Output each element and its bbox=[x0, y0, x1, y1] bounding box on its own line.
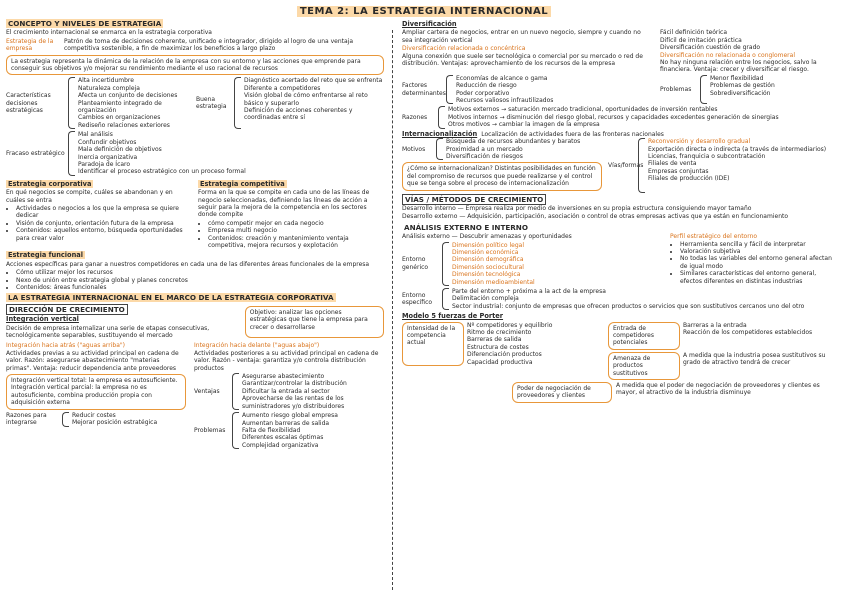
heading-corporativa: Estrategia corporativa bbox=[8, 179, 92, 188]
heading-funcional: Estrategia funcional bbox=[8, 251, 83, 260]
list-item: Problemas de gestión bbox=[710, 82, 775, 90]
total-text: Integración vertical total: la empresa es autosuficiente. Integración vertical parcial: la empresa no es autosuficiente, combina producción propia con adquisición externa bbox=[11, 377, 178, 407]
list-item: Reacción de los competidores establecidos bbox=[683, 329, 813, 337]
list-item: Identificar el proceso estratégico con un proceso formal bbox=[78, 168, 246, 176]
razones-r-list bbox=[448, 106, 779, 128]
corporativa-list bbox=[6, 205, 192, 242]
buena-block bbox=[196, 77, 384, 129]
proveedores-label: Poder de negociación de proveedores y clientes bbox=[512, 382, 612, 403]
list-item: Dimensión sociocultural bbox=[452, 263, 524, 271]
brace-icon bbox=[638, 138, 645, 192]
list-item: Nº competidores y equilibrio bbox=[467, 321, 553, 329]
ventajas-label: Ventajas bbox=[194, 387, 220, 395]
analisis-ext: Análisis externo — Descubrir amenazas y oportunidades bbox=[402, 233, 572, 241]
brace-icon bbox=[438, 106, 445, 128]
entorno-esp-list bbox=[452, 288, 804, 310]
total-box bbox=[6, 374, 186, 410]
buena-list bbox=[244, 77, 384, 129]
brace-icon bbox=[234, 77, 241, 129]
heading-competitiva: Estrategia competitiva bbox=[200, 179, 285, 188]
brace-icon bbox=[68, 77, 75, 129]
int-atras-text: Actividades previas a su actividad principal en cadena de valor. Razón: asegurarse abastecimiento "materias primas". Ventaja: reducir dependencia ante proveedores bbox=[6, 349, 179, 372]
list-item: Barreras a la entrada bbox=[683, 321, 747, 329]
brace-icon bbox=[232, 412, 239, 449]
list-item: Planteamiento integrado de organización bbox=[78, 99, 162, 115]
list-item: Dimensión medioambiental bbox=[452, 278, 535, 286]
list-item: Confundir objetivos bbox=[78, 138, 137, 146]
razones-label: Razones para integrarse bbox=[6, 411, 47, 427]
page-title-text: TEMA 2: LA ESTRATEGIA INTERNACIONAL bbox=[297, 6, 551, 17]
problemas-r-block bbox=[660, 75, 840, 105]
list-item: Rediseño relaciones exteriores bbox=[78, 121, 170, 129]
competitiva-text: Forma en la que se compite en cada uno de las líneas de negocio seleccionadas, definiendo las líneas de acción a seguir para la mejora de la competencia en los sectores donde compite bbox=[198, 189, 370, 219]
buena-label: Buena estrategia bbox=[196, 95, 227, 111]
list-item: Garantizar/controlar la distribución bbox=[242, 380, 347, 388]
brace-icon bbox=[700, 75, 707, 105]
direccion-row bbox=[6, 304, 384, 341]
motivos-list bbox=[446, 138, 580, 160]
list-item: Poder corporativo bbox=[456, 89, 510, 97]
list-item: Diversificación de riesgos bbox=[446, 152, 523, 160]
list-item: Paradoja de Ícaro bbox=[78, 160, 131, 168]
list-item: Barreras de salida bbox=[467, 336, 522, 344]
brace-icon bbox=[442, 242, 449, 286]
brace-icon bbox=[62, 412, 69, 427]
brace-icon bbox=[442, 288, 449, 310]
list-item: • Empresa multi negocio bbox=[208, 227, 384, 234]
list-item: • Actividades o negocios a los que la empresa se quiere dedicar bbox=[16, 205, 192, 220]
vias-list bbox=[648, 138, 826, 192]
rivalidad-block bbox=[402, 322, 602, 366]
competitiva-block bbox=[198, 178, 384, 250]
razones-list bbox=[72, 412, 157, 427]
caracteristicas-list bbox=[78, 77, 196, 129]
fracaso-block bbox=[6, 131, 384, 175]
column-divider bbox=[392, 30, 393, 590]
entrada-block bbox=[608, 322, 840, 350]
factores-problemas-row bbox=[402, 75, 842, 105]
list-item: • Herramienta sencilla y fácil de interpretar bbox=[680, 241, 840, 248]
list-item: Diagnóstico acertado del reto que se enfrenta bbox=[244, 77, 383, 85]
corp-comp-row bbox=[6, 178, 384, 250]
list-item: Menor flexibilidad bbox=[710, 74, 764, 82]
porter-row bbox=[402, 322, 842, 380]
como-intl-text: ¿Cómo se internacionalizan? Distintas posibilidades en función del compromiso de recursos que puede realizarse y el control que se tenga sobre el proceso de internacionalización bbox=[407, 165, 596, 188]
list-item: Parte del entorno + próxima a la act de la empresa bbox=[452, 288, 606, 295]
rivalidad-list bbox=[467, 322, 552, 366]
list-item: Visión global de cómo enfrentarse al reto básico y superarlo bbox=[244, 92, 368, 107]
entorno-esp-block bbox=[402, 288, 842, 310]
ventajas-block bbox=[194, 373, 384, 410]
sustitutos-text: A medida que la industria posea sustitutivos su grado de atractivo tendrá de crecer bbox=[683, 351, 826, 367]
list-item: Ritmo de crecimiento bbox=[467, 329, 532, 337]
entorno-gen-block bbox=[402, 242, 664, 286]
right-column bbox=[402, 18, 842, 403]
entrada-list bbox=[683, 322, 812, 350]
ventajas-list bbox=[242, 373, 384, 410]
list-item: Filiales de venta bbox=[648, 160, 697, 168]
problemas-list bbox=[242, 412, 338, 449]
page-title bbox=[0, 6, 848, 17]
list-item: Aprovecharse de las rentas de los suministradores y/o distribuidores bbox=[242, 395, 345, 410]
list-item: Capacidad productiva bbox=[467, 358, 533, 366]
vias-block bbox=[608, 138, 840, 192]
porter-right bbox=[608, 322, 840, 380]
integracion-text: Decisión de empresa internalizar una serie de etapas consecutivas, tecnológicamente separables, sustituyendo el mercado bbox=[6, 324, 210, 340]
list-item: • cómo competir mejor en cada negocio bbox=[208, 220, 384, 227]
razones-r-block bbox=[402, 106, 842, 128]
heading-marco: LA ESTRATEGIA INTERNACIONAL EN EL MARCO DE LA ESTRATEGIA CORPORATIVA bbox=[8, 293, 334, 303]
direccion-left bbox=[6, 304, 235, 341]
entorno-gen-list bbox=[452, 242, 535, 286]
corporativa-text: En qué negocios se compite, cuáles se abandonan y en cuáles se entra bbox=[6, 189, 173, 204]
int-adelante-heading: Integración hacia delante ("aguas abajo") bbox=[194, 342, 320, 350]
sustitutos-block bbox=[608, 352, 840, 380]
list-item: Diferente a competidores bbox=[244, 84, 321, 92]
problemas-r-list bbox=[710, 75, 775, 105]
motivos-block bbox=[402, 138, 602, 160]
list-item: Falta de flexibilidad bbox=[242, 426, 301, 434]
list-item: Sobrediversificación bbox=[710, 89, 771, 97]
entrada-label: Entrada de competidores potenciales bbox=[608, 322, 680, 350]
proveedores-text: A medida que el poder de negociación de proveedores y clientes es mayor, el atractivo de la industria disminuye bbox=[616, 382, 820, 397]
list-item: Mala definición de objetivos bbox=[78, 146, 162, 154]
brace-icon bbox=[436, 138, 443, 160]
heading-intl: Internacionalización bbox=[402, 129, 478, 138]
intl-detail-row bbox=[402, 138, 842, 192]
heading-analisis: ANÁLISIS EXTERNO E INTERNO bbox=[404, 222, 528, 232]
analisis-left bbox=[402, 233, 664, 286]
intl-row bbox=[402, 131, 842, 138]
fracaso-label: Fracaso estratégico bbox=[6, 149, 65, 157]
porter-left bbox=[402, 322, 602, 380]
caract-buena-row bbox=[6, 77, 384, 129]
problemas-label: Problemas bbox=[194, 426, 226, 434]
div-left bbox=[402, 29, 652, 74]
estrategia-empresa-def: Patrón de toma de decisiones coherente, unificado e integrador, dirigido al logro de una ventaja competitiva sostenible, a fin de maximizar los beneficios a largo plazo bbox=[64, 37, 354, 53]
div-rel-heading: Diversificación relacionada o concéntrica bbox=[402, 45, 526, 53]
competitiva-list bbox=[198, 220, 384, 250]
list-item: Dimensión demográfica bbox=[452, 256, 524, 264]
perfil-block bbox=[670, 233, 840, 286]
estrategia-empresa bbox=[6, 38, 384, 53]
vias-label: Vías/formas bbox=[608, 161, 644, 169]
int-adelante-block bbox=[194, 342, 384, 449]
list-item: Dimensión político legal bbox=[452, 241, 525, 249]
intl-left bbox=[402, 138, 602, 192]
heading-diversificacion: Diversificación bbox=[402, 20, 457, 28]
factores-label: Factores determinantes bbox=[402, 82, 446, 97]
perfil-heading: Perfil estratégico del entorno bbox=[670, 233, 758, 241]
heading-direccion: DIRECCIÓN DE CRECIMIENTO bbox=[6, 306, 235, 313]
des-externo: Desarrollo externo — Adquisición, participación, asociación o control de otras empresas activas que ya están en funcionamiento bbox=[402, 213, 789, 221]
div-right bbox=[660, 29, 840, 74]
list-item: • Contenidos: creación y mantenimiento ventaja competitiva, mejora recursos y explotación bbox=[208, 235, 384, 250]
crecimiento-text: El crecimiento internacional se enmarca en la estrategia corporativa bbox=[6, 29, 212, 37]
problemas-r-label: Problemas bbox=[660, 85, 692, 93]
list-item: Sector industrial: conjunto de empresas que ofrecen productos o servicios que son sustitutivos cercanos uno del otro bbox=[452, 302, 805, 310]
heading-concepto: CONCEPTO Y NIVELES DE ESTRATEGIA bbox=[8, 19, 162, 28]
div-rel-text: Alguna conexión que suele ser tecnológica o comercial por su mercado o red de distribución. Ventajas: aprovechamiento de los recursos de la empresa bbox=[402, 52, 643, 68]
list-item: Motivos internos → disminución del riesgo global, recursos y capacidades excedentes generación de sinergias bbox=[448, 113, 779, 121]
list-item: Búsqueda de recursos abundantes y baratos bbox=[446, 138, 581, 146]
brace-icon bbox=[68, 131, 75, 175]
caracteristicas-label: Características decisiones estratégicas bbox=[6, 92, 51, 115]
list-item: Dificultar la entrada al sector bbox=[242, 387, 330, 395]
list-item: Inercia organizativa bbox=[78, 153, 138, 161]
des-interno: Desarrollo interno — Empresa realiza por medio de inversiones en su propia estructura consiguiendo mayor tamaño bbox=[402, 204, 752, 212]
list-item: Proximidad a un mercado bbox=[446, 145, 523, 153]
list-item: Diferentes escalas óptimas bbox=[242, 434, 324, 442]
funcional-text: Acciones específicas para ganar a nuestros competidores en cada una de las diferentes áreas funcionales de la empresa bbox=[6, 260, 370, 268]
list-item: Otros motivos → cambiar la imagen de la empresa bbox=[448, 121, 600, 129]
list-item: • Visión de conjunto, orientación futura de la empresa bbox=[16, 220, 192, 227]
corporativa-block bbox=[6, 178, 192, 250]
dinamica-text: La estrategia representa la dinámica de la relación de la empresa con su entorno y las acciones que emprende para conseguir sus objetivos y/o mejorar su rendimiento mediante el uso racional de recursos bbox=[11, 57, 361, 73]
estrategia-empresa-label: Estrategia de la empresa bbox=[6, 37, 54, 53]
caracteristicas-block bbox=[6, 77, 196, 129]
list-item: Aumento riesgo global empresa bbox=[242, 412, 338, 420]
brace-icon bbox=[232, 373, 239, 410]
list-item: Fácil definición teórica bbox=[660, 29, 728, 37]
list-item: • No todas las variables del entorno general afectan de igual modo bbox=[680, 255, 840, 270]
heading-vias: VÍAS / MÉTODOS DE CRECIMIENTO bbox=[402, 196, 842, 203]
list-item: Dimensión económica bbox=[452, 248, 519, 256]
como-intl-box bbox=[402, 162, 602, 190]
list-item: Cambios en organizaciones bbox=[78, 114, 161, 122]
list-item: Mal análisis bbox=[78, 131, 113, 139]
list-item: Reducir costes bbox=[72, 411, 116, 419]
list-item: • Nexo de unión entre estrategia global y planes concretos bbox=[16, 277, 384, 284]
int-adelante-text: Actividades posteriores a su actividad principal en cadena de valor. Razón - ventaja: garantiza y/o controla distribución productos bbox=[194, 349, 379, 372]
list-item: Naturaleza compleja bbox=[78, 84, 140, 92]
vias-top: Reconversión y desarrollo gradual bbox=[648, 138, 751, 146]
div-norel-text: No hay ninguna relación entre los negocios, salvo la financiera. Ventaja: crecer y diversificar el riesgo. bbox=[660, 59, 817, 74]
sustitutos-label: Amenaza de productos sustitutivos bbox=[608, 352, 680, 380]
heading-porter: Modelo 5 fuerzas de Porter bbox=[402, 312, 504, 321]
list-item: Motivos externos → saturación mercado tradicional, oportunidades de inversión rentables bbox=[448, 106, 718, 114]
brace-icon bbox=[446, 75, 453, 105]
list-item: Filiales de producción (IDE) bbox=[648, 175, 730, 183]
list-item: Recursos valiosos infrautilizados bbox=[456, 97, 554, 105]
list-item: Economías de alcance o gama bbox=[456, 74, 548, 82]
list-item: • Contenidos: áreas funcionales bbox=[16, 284, 384, 291]
list-item: Definición de acciones coherentes y coordinadas entre sí bbox=[244, 107, 353, 122]
list-item: • Valoración subjetiva bbox=[680, 248, 840, 255]
list-item: Aumentan barreras de salida bbox=[242, 419, 330, 427]
list-item: Diferenciación productos bbox=[467, 351, 542, 359]
rivalidad-label: Intensidad de la competencia actual bbox=[402, 322, 464, 366]
list-item: Delimitación compleja bbox=[452, 295, 519, 303]
funcional-list bbox=[6, 269, 384, 291]
list-item: Afecta un conjunto de decisiones bbox=[78, 92, 178, 100]
dinamica-box bbox=[6, 55, 384, 76]
analisis-row bbox=[402, 233, 842, 286]
list-item: Reducción de riesgo bbox=[456, 82, 517, 90]
int-atras-block bbox=[6, 342, 186, 449]
razones-block bbox=[6, 412, 186, 427]
list-item: Difícil de imitación práctica bbox=[660, 36, 742, 44]
div-text: Ampliar cartera de negocios, entrar en un nuevo negocio, siempre y cuando no sea integración vertical bbox=[402, 29, 641, 44]
factores-list bbox=[456, 75, 553, 105]
proveedores-block bbox=[402, 382, 842, 403]
list-item: Complejidad organizativa bbox=[242, 441, 319, 449]
integracion-row bbox=[6, 342, 384, 449]
entorno-esp-label: Entorno específico bbox=[402, 291, 433, 307]
heading-integracion: Integración vertical bbox=[6, 315, 79, 324]
list-item: Mejorar posición estratégica bbox=[72, 419, 158, 427]
fracaso-list bbox=[78, 131, 246, 175]
list-item: Licencias, franquicia o subcontratación bbox=[648, 152, 766, 160]
list-item: • Cómo utilizar mejor los recursos bbox=[16, 269, 384, 276]
div-top-row bbox=[402, 29, 842, 74]
list-item: Exportación directa o indirecta (a través de intermediarios) bbox=[648, 145, 827, 153]
list-item: Alta incertidumbre bbox=[78, 77, 134, 85]
entorno-gen-label: Entorno genérico bbox=[402, 256, 429, 271]
list-item: Diversificación cuestión de grado bbox=[660, 44, 761, 52]
motivos-label: Motivos bbox=[402, 145, 426, 153]
problemas-block bbox=[194, 412, 384, 449]
factores-block bbox=[402, 75, 652, 105]
div-norel-heading: Diversificación no relacionada o conglomeral bbox=[660, 51, 795, 59]
int-atras-heading: Integración hacia atrás ("aguas arriba") bbox=[6, 342, 126, 350]
list-item: Dimensión tecnológica bbox=[452, 271, 521, 279]
objetivo-box bbox=[245, 306, 384, 339]
razones-r-label: Razones bbox=[402, 113, 428, 121]
intl-text: Localización de actividades fuera de las fronteras nacionales bbox=[481, 130, 664, 138]
list-item: • Contenidos: aquellos entorno, búsqueda oportunidades para crear valor bbox=[16, 227, 192, 242]
list-item: Estructura de costes bbox=[467, 343, 529, 351]
perfil-list bbox=[670, 241, 840, 285]
list-item: • Similares características del entorno general, efectos diferentes en distintas industrias bbox=[680, 270, 840, 285]
left-column bbox=[6, 18, 384, 449]
list-item: Empresas conjuntas bbox=[648, 167, 709, 175]
objetivo-text: Objetivo: analizar las opciones estratégicas que tiene la empresa para crecer o desarrollarse bbox=[249, 308, 368, 331]
list-item: Asegurarse abastecimiento bbox=[242, 373, 325, 381]
